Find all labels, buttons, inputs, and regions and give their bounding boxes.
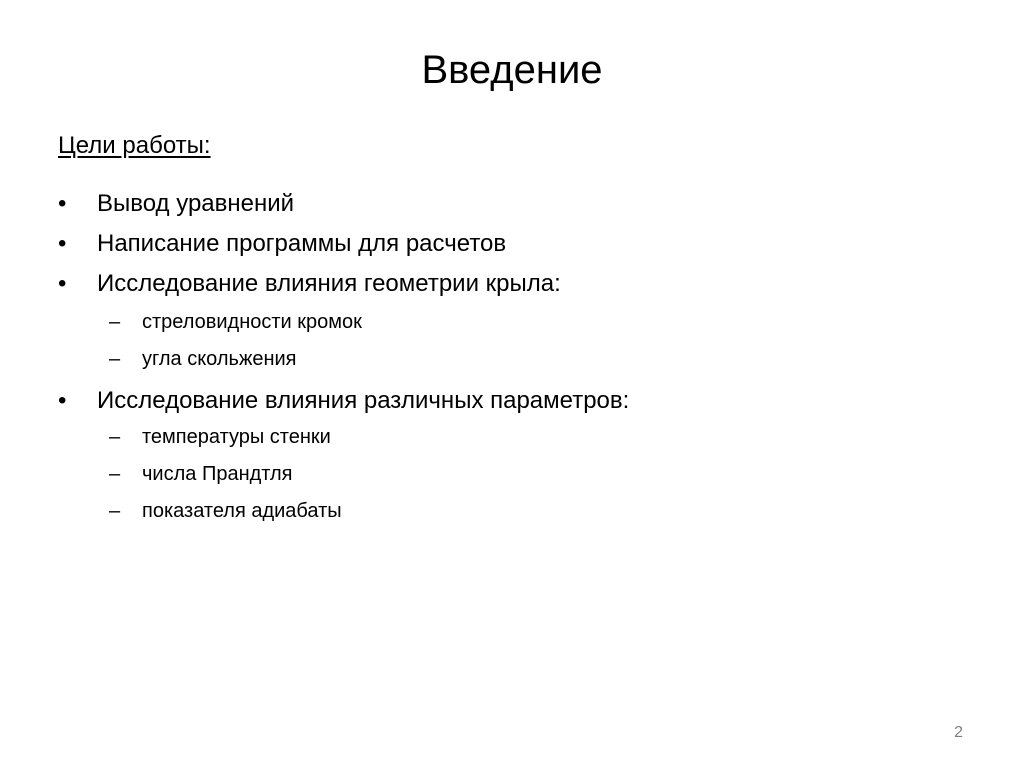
sub-list-item-text: числа Прандтля [142,463,293,485]
list-item [58,189,958,229]
list-item-text: Вывод уравнений [97,190,295,217]
sub-list-item [58,498,958,535]
sub-list-item-text: температуры стенки [142,426,331,448]
goals-list [58,189,958,535]
list-item-text: Написание программы для расчетов [97,230,507,257]
list-item [58,269,958,309]
dash-icon: – [109,311,121,333]
bullet-icon: • [58,230,67,257]
list-item [58,386,958,424]
bullet-icon: • [58,270,67,297]
sub-list-item [58,309,958,346]
list-item-text: Исследование влияния геометрии крыла: [97,270,561,297]
sub-list-item-text: стреловидности кромок [142,311,362,333]
sub-list-item [58,461,958,498]
bullet-icon: • [58,190,67,217]
list-item-text: Исследование влияния различных параметров: [97,387,630,414]
goals-subheading: Цели работы: [58,132,211,159]
list-item [58,229,958,269]
sub-list-item-text: показателя адиабаты [142,500,342,522]
dash-icon: – [109,426,121,448]
bullet-icon: • [58,387,67,414]
dash-icon: – [109,348,121,370]
sub-list-item [58,424,958,461]
page-number: 2 [954,724,963,741]
sub-list-item [58,346,958,386]
sub-list-item-text: угла скольжения [142,348,297,370]
dash-icon: – [109,463,121,485]
slide-title: Введение [421,48,603,92]
dash-icon: – [109,500,121,522]
